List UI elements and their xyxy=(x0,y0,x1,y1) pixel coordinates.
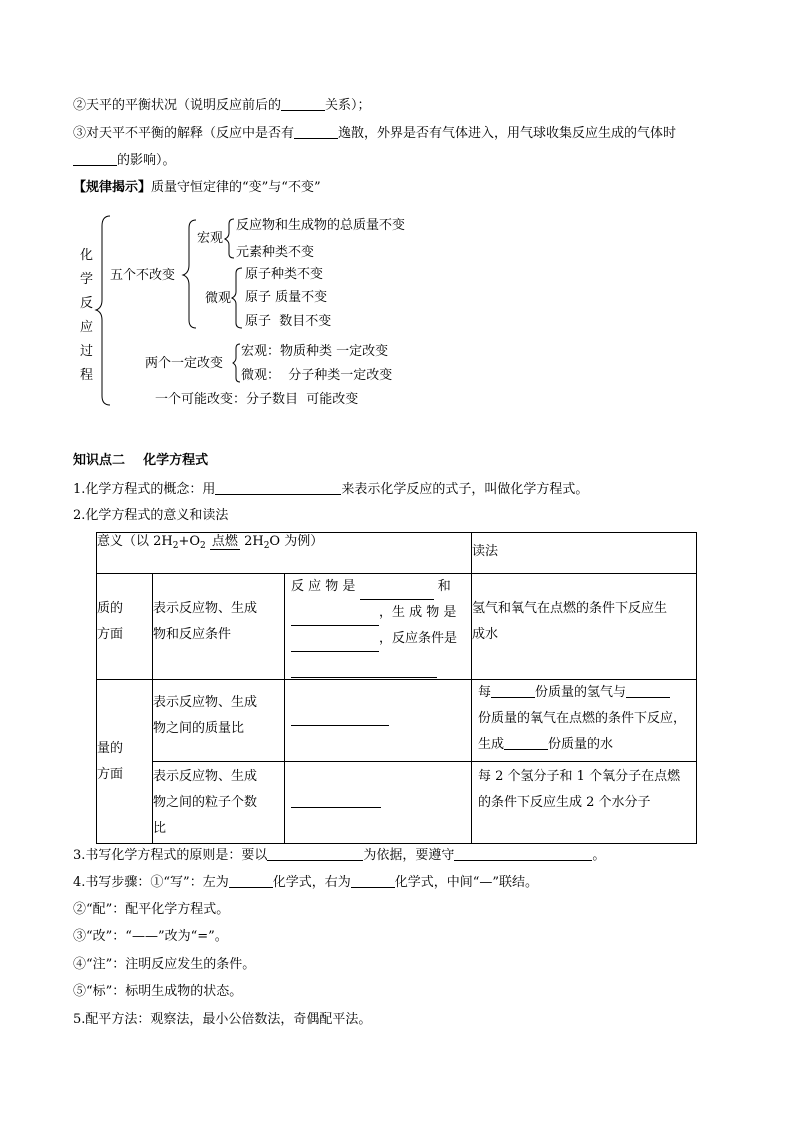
two-item-2: 微观： 分子种类一定改变 xyxy=(241,368,393,383)
step-2: ②“配”：配平化学方程式。 xyxy=(73,902,230,917)
particle-desc: 表示反应物、生成 物之间的粒子个数 比 xyxy=(153,762,285,844)
particle-ratio-blank[interactable] xyxy=(291,793,381,808)
step-4: ④“注”：注明反应发生的条件。 xyxy=(73,957,256,972)
header-reading: 读法 xyxy=(472,533,697,574)
rule-heading: 【规律揭示】质量守恒定律的“变”与“不变” xyxy=(73,180,321,195)
macro-label: 宏观 xyxy=(197,231,224,246)
product-blank[interactable] xyxy=(291,637,379,652)
p5-line: 5.配平方法：观察法，最小公倍数法，奇偶配平法。 xyxy=(73,1012,372,1027)
table-row-mass xyxy=(97,680,697,762)
quality-desc: 表示反应物、生成 物和反应条件 xyxy=(153,574,285,680)
two-item-1: 宏观：物质种类 一定改变 xyxy=(241,344,389,359)
micro-item-2: 原子 质量不变 xyxy=(245,290,328,305)
kp2-title: 知识点二 化学方程式 xyxy=(73,453,209,468)
diagram-root: 化 学 反 应 过 程 xyxy=(80,248,94,383)
q2-line: ②天平的平衡状况（说明反应前后的 关系）； xyxy=(73,98,371,113)
meaning-table xyxy=(96,532,697,844)
p2-line: 2.化学方程式的意义和读法 xyxy=(73,508,229,523)
p4-blank-1[interactable] xyxy=(229,873,273,888)
two-changed: 两个一定改变 xyxy=(145,356,224,371)
p4-blank-2[interactable] xyxy=(351,873,395,888)
five-unchanged: 五个不改变 xyxy=(110,268,176,283)
p3-line: 3.书写化学方程式的原则是：要以 为依据，要遵守 。 xyxy=(73,848,606,863)
table-header-row xyxy=(97,533,697,574)
water-mass-blank[interactable] xyxy=(504,735,548,750)
table-row-particle xyxy=(97,762,697,844)
quality-read: 氢气和氧气在点燃的条件下反应生 成水 xyxy=(472,574,697,680)
micro-item-3: 原子 数目不变 xyxy=(245,314,332,329)
quality-label: 质的 方面 xyxy=(97,574,153,680)
quantity-label: 量的 方面 xyxy=(97,680,153,844)
h2-mass-blank[interactable] xyxy=(491,683,535,698)
header-meaning: 意义（以 $2H_2+O_2$ 点燃 $2H_2O$ 为例） xyxy=(97,533,472,574)
condition-blank[interactable] xyxy=(291,663,437,678)
step-3: ③“改”：“——”改为“=”。 xyxy=(73,929,228,944)
particle-field xyxy=(285,762,472,844)
q3-line: ③对天平不平衡的解释（反应中是否有 逸散，外界是否有气体进入，用气球收集反应生成的气体时 xyxy=(73,126,677,141)
one-possible: 一个可能改变：分子数目 可能改变 xyxy=(155,392,359,407)
p4-line: 4.书写步骤：①“写”：左为 化学式，右为 化学式，中间“—”联结。 xyxy=(73,875,539,890)
micro-item-1: 原子种类不变 xyxy=(245,267,324,282)
o2-mass-blank[interactable] xyxy=(626,683,670,698)
p3-blank-2[interactable] xyxy=(454,846,592,861)
macro-item-2: 元素种类不变 xyxy=(236,245,315,260)
micro-label: 微观 xyxy=(205,291,232,306)
q3-line-2: 的影响）。 xyxy=(73,151,176,170)
mass-read: 每 份质量的氢气与 份质量的氧气在点燃的条件下反应， 生成 份质量的水 xyxy=(472,680,697,762)
p3-blank-1[interactable] xyxy=(267,846,363,861)
quality-fields: 反 应 物 是 和 ，生 成 物 是 ，反应条件是 xyxy=(285,574,472,680)
macro-item-1: 反应物和生成物的总质量不变 xyxy=(236,218,406,233)
condition-ignite: 点燃 xyxy=(211,534,238,549)
mass-desc: 表示反应物、生成 物之间的质量比 xyxy=(153,680,285,762)
reactant-blank-2[interactable] xyxy=(291,611,379,626)
step-5: ⑤“标”：标明生成物的状态。 xyxy=(73,984,243,999)
p1-blank[interactable] xyxy=(215,480,341,495)
reactant-blank-1[interactable] xyxy=(360,585,434,600)
mass-ratio-blank[interactable] xyxy=(291,711,389,726)
mass-field xyxy=(285,680,472,762)
table-row-quality xyxy=(97,574,697,680)
p1-line: 1.化学方程式的概念：用 来表示化学反应的式子，叫做化学方程式。 xyxy=(73,482,589,497)
particle-read: 每 2 个氢分子和 1 个氧分子在点燃 的条件下反应生成 2 个水分子 xyxy=(472,762,697,844)
